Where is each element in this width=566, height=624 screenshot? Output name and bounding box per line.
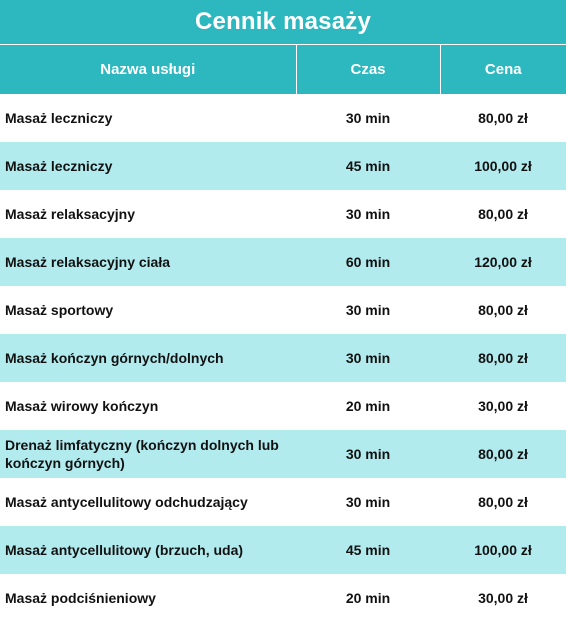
service-price: 80,00 zł bbox=[440, 190, 566, 238]
service-name: Masaż relaksacyjny bbox=[0, 190, 296, 238]
service-time: 60 min bbox=[296, 238, 440, 286]
service-time: 30 min bbox=[296, 478, 440, 526]
table-row bbox=[0, 430, 566, 478]
service-time: 30 min bbox=[296, 190, 440, 238]
service-price: 80,00 zł bbox=[440, 478, 566, 526]
service-price: 100,00 zł bbox=[440, 142, 566, 190]
service-price: 100,00 zł bbox=[440, 526, 566, 574]
service-time: 20 min bbox=[296, 574, 440, 622]
price-table bbox=[0, 44, 566, 622]
service-price: 30,00 zł bbox=[440, 382, 566, 430]
table-row bbox=[0, 238, 566, 286]
service-name: Masaż kończyn górnych/dolnych bbox=[0, 334, 296, 382]
service-name: Masaż antycellulitowy (brzuch, uda) bbox=[0, 526, 296, 574]
column-header-price: Cena bbox=[440, 45, 566, 95]
service-name: Masaż antycellulitowy odchudzający bbox=[0, 478, 296, 526]
service-time: 30 min bbox=[296, 334, 440, 382]
table-row bbox=[0, 574, 566, 622]
service-price: 30,00 zł bbox=[440, 574, 566, 622]
column-header-time: Czas bbox=[296, 45, 440, 95]
table-row bbox=[0, 334, 566, 382]
service-name: Masaż wirowy kończyn bbox=[0, 382, 296, 430]
service-time: 45 min bbox=[296, 142, 440, 190]
service-time: 45 min bbox=[296, 526, 440, 574]
service-name: Drenaż limfatyczny (kończyn dolnych lub kończyn górnych) bbox=[0, 430, 296, 478]
service-name: Masaż leczniczy bbox=[0, 94, 296, 142]
table-header-row bbox=[0, 45, 566, 95]
service-name: Masaż podciśnieniowy bbox=[0, 574, 296, 622]
table-row bbox=[0, 526, 566, 574]
service-name: Masaż leczniczy bbox=[0, 142, 296, 190]
table-row bbox=[0, 142, 566, 190]
service-time: 30 min bbox=[296, 430, 440, 478]
service-name: Masaż sportowy bbox=[0, 286, 296, 334]
service-price: 80,00 zł bbox=[440, 334, 566, 382]
column-header-name: Nazwa usługi bbox=[0, 45, 296, 95]
service-price: 80,00 zł bbox=[440, 430, 566, 478]
table-row bbox=[0, 190, 566, 238]
service-name: Masaż relaksacyjny ciała bbox=[0, 238, 296, 286]
service-time: 30 min bbox=[296, 286, 440, 334]
table-row bbox=[0, 478, 566, 526]
table-row bbox=[0, 94, 566, 142]
table-row bbox=[0, 286, 566, 334]
service-time: 30 min bbox=[296, 94, 440, 142]
table-row bbox=[0, 382, 566, 430]
service-price: 80,00 zł bbox=[440, 286, 566, 334]
service-time: 20 min bbox=[296, 382, 440, 430]
service-price: 120,00 zł bbox=[440, 238, 566, 286]
page-title: Cennik masaży bbox=[0, 0, 566, 44]
service-price: 80,00 zł bbox=[440, 94, 566, 142]
